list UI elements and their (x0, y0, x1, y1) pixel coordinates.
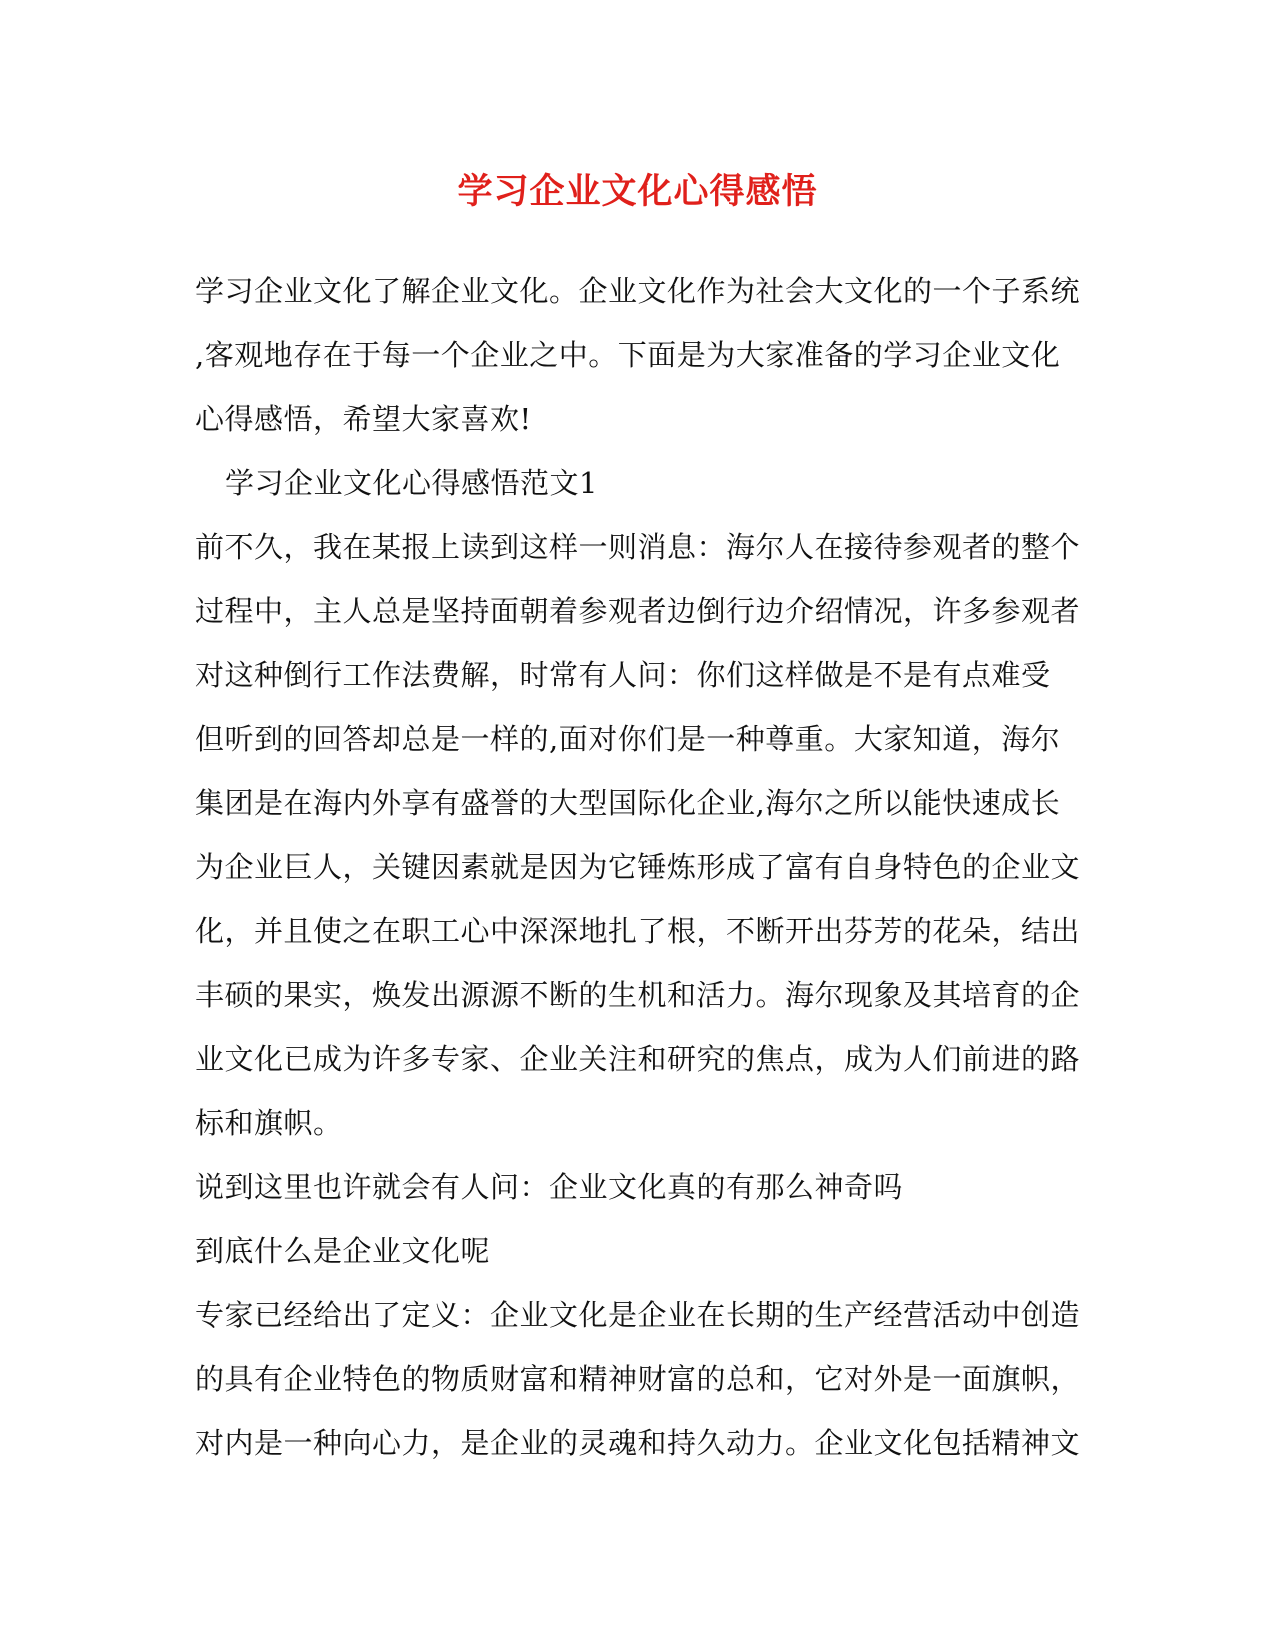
document-body (195, 259, 1085, 1475)
paragraph-line: 业文化已成为许多专家、企业关注和研究的焦点，成为人们前进的路 (195, 1042, 1081, 1076)
paragraph-line: 标和旗帜。 (195, 1106, 343, 1140)
paragraph-line: 前不久，我在某报上读到这样一则消息：海尔人在接待参观者的整个 (195, 530, 1081, 564)
intro-line: ,客观地存在于每一个企业之中。下面是为大家准备的学习企业文化 (195, 338, 1061, 372)
question-line: 说到这里也许就会有人问：企业文化真的有那么神奇吗 (195, 1170, 904, 1204)
paragraph-line: 但听到的回答却总是一样的,面对你们是一种尊重。大家知道，海尔 (195, 722, 1061, 756)
paragraph-line: 丰硕的果实，焕发出源源不断的生机和活力。海尔现象及其培育的企 (195, 978, 1081, 1012)
document-title: 学习企业文化心得感悟 (457, 171, 818, 212)
paragraph-line: 对内是一种向心力，是企业的灵魂和持久动力。企业文化包括精神文 (195, 1426, 1081, 1460)
paragraph-line: 专家已经给出了定义：企业文化是企业在长期的生产经营活动中创造 (195, 1298, 1081, 1332)
intro-line: 心得感悟，希望大家喜欢! (195, 402, 532, 436)
section-heading: 学习企业文化心得感悟范文1 (225, 466, 598, 500)
paragraph-line: 集团是在海内外享有盛誉的大型国际化企业,海尔之所以能快速成长 (195, 786, 1061, 820)
paragraph-line: 化，并且使之在职工心中深深地扎了根，不断开出芬芳的花朵，结出 (195, 914, 1081, 948)
paragraph-line: 的具有企业特色的物质财富和精神财富的总和，它对外是一面旗帜， (195, 1362, 1081, 1396)
intro-line: 学习企业文化了解企业文化。企业文化作为社会大文化的一个子系统 (195, 274, 1081, 308)
question-line: 到底什么是企业文化呢 (195, 1234, 491, 1268)
paragraph-line: 过程中，主人总是坚持面朝着参观者边倒行边介绍情况，许多参观者 (195, 594, 1081, 628)
paragraph-line: 为企业巨人，关键因素就是因为它锤炼形成了富有自身特色的企业文 (195, 850, 1081, 884)
paragraph-line: 对这种倒行工作法费解，时常有人问：你们这样做是不是有点难受 (195, 658, 1051, 692)
